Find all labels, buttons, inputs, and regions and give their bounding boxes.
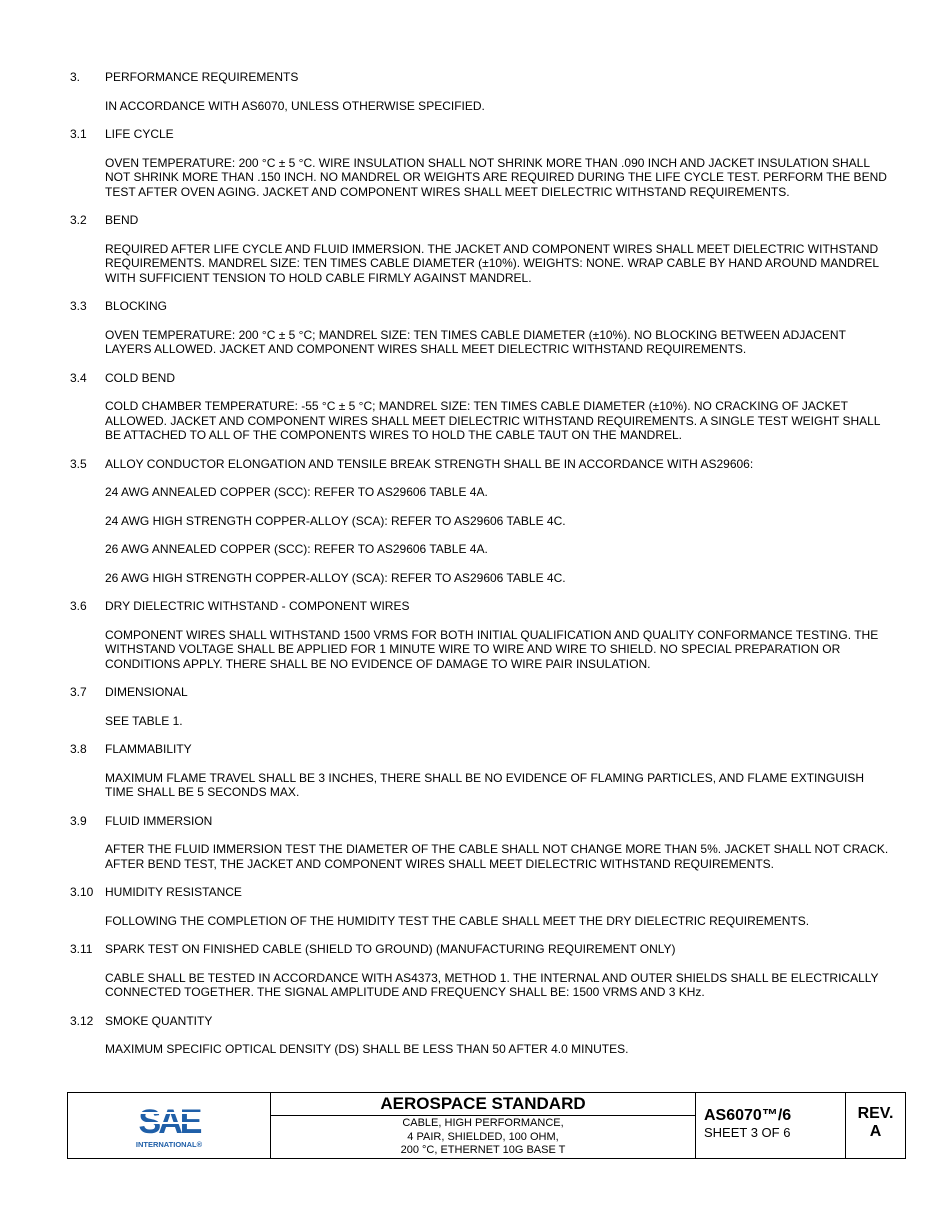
section-title: PERFORMANCE REQUIREMENTS bbox=[105, 70, 299, 84]
section-paragraph: MAXIMUM SPECIFIC OPTICAL DENSITY (DS) SHALL BE LESS THAN 50 AFTER 4.0 MINUTES. bbox=[105, 1042, 629, 1056]
section bbox=[70, 814, 890, 872]
standard-type: AEROSPACE STANDARD bbox=[271, 1093, 695, 1116]
section-paragraph: 26 AWG HIGH STRENGTH COPPER-ALLOY (SCA): REFER TO AS29606 TABLE 4C. bbox=[105, 570, 566, 585]
section-number: 3.5 bbox=[70, 456, 87, 471]
section bbox=[70, 685, 890, 728]
description-line: CABLE, HIGH PERFORMANCE, bbox=[402, 1117, 564, 1129]
section-paragraph: SEE TABLE 1. bbox=[105, 713, 183, 728]
section-number: 3.10 bbox=[70, 885, 94, 899]
section-paragraph: OVEN TEMPERATURE: 200 °C ± 5 °C. WIRE INSULATION SHALL NOT SHRINK MORE THAN .090 INCH AND JACKET INSULATION SHALL NOT SHRINK MORE THAN .150 INCH. NO MANDREL OR WEIGHTS ARE REQUIRED DURING THE LIFE CYCLE TEST. PERFORM THE BEND TEST AFTER OVEN AGING. JACKET AND COMPONENT WIRES SHALL MEET DIELECTRIC WITHSTAND REQUIREMENTS. bbox=[105, 155, 887, 199]
section bbox=[70, 942, 890, 1000]
section bbox=[70, 457, 890, 586]
section-paragraph: FOLLOWING THE COMPLETION OF THE HUMIDITY TEST THE CABLE SHALL MEET THE DRY DIELECTRIC REQUIREMENTS. bbox=[105, 913, 810, 928]
sae-logo bbox=[68, 1093, 271, 1158]
section-number: 3.8 bbox=[70, 742, 87, 756]
section-number: 3.2 bbox=[70, 213, 87, 227]
section-title: SMOKE QUANTITY bbox=[105, 1013, 213, 1028]
section bbox=[70, 599, 890, 671]
section-paragraph: OVEN TEMPERATURE: 200 °C ± 5 °C; MANDREL SIZE: TEN TIMES CABLE DIAMETER (±10%). NO BLOCKING BETWEEN ADJACENT LAYERS ALLOWED. JACKET AND COMPONENT WIRES SHALL MEET DIELECTRIC WITHSTAND REQUIREMENTS. bbox=[105, 327, 846, 356]
section-number: 3.9 bbox=[70, 813, 87, 828]
section-heading bbox=[70, 457, 890, 472]
revision-label: REV. bbox=[857, 1105, 894, 1122]
logo-subtext: INTERNATIONAL® bbox=[135, 1139, 203, 1149]
section-number: 3.4 bbox=[70, 370, 87, 385]
section-paragraph: COMPONENT WIRES SHALL WITHSTAND 1500 VRMS FOR BOTH INITIAL QUALIFICATION AND QUALITY CONFORMANCE TESTING. THE WITHSTAND VOLTAGE SHALL BE APPLIED FOR 1 MINUTE WIRE TO WIRE AND WIRE TO SHIELD. NO SPECIAL PREPARATION OR CONDITIONS APPLY. THERE SHALL BE NO EVIDENCE OF DAMAGE TO WIRE PAIR INSULATION. bbox=[105, 627, 879, 671]
section-paragraph: CABLE SHALL BE TESTED IN ACCORDANCE WITH AS4373, METHOD 1. THE INTERNAL AND OUTER SHIELDS SHALL BE ELECTRICALLY CONNECTED TOGETHER. THE SIGNAL AMPLITUDE AND FREQUENCY SHALL BE: 1500 VRMS AND 3 KHz. bbox=[105, 970, 879, 999]
section-title: DIMENSIONAL bbox=[105, 685, 188, 699]
title-cell bbox=[271, 1093, 696, 1158]
section-number: 3.1 bbox=[70, 127, 87, 141]
section-number: 3. bbox=[70, 70, 81, 84]
section-number: 3.3 bbox=[70, 299, 87, 313]
section-title: BEND bbox=[105, 213, 139, 227]
section-heading bbox=[70, 70, 890, 85]
section-number: 3.7 bbox=[70, 685, 87, 699]
document-number-cell bbox=[696, 1093, 846, 1158]
sheet-number: SHEET 3 OF 6 bbox=[704, 1125, 791, 1140]
section bbox=[70, 213, 890, 285]
section-paragraph: MAXIMUM FLAME TRAVEL SHALL BE 3 INCHES, THERE SHALL BE NO EVIDENCE OF FLAMING PARTICLES, AND FLAME EXTINGUISH TIME SHALL BE 5 SECONDS MAX. bbox=[105, 770, 865, 799]
section-heading bbox=[70, 742, 890, 757]
document-description bbox=[271, 1116, 695, 1158]
logo-text: SAE bbox=[138, 1102, 200, 1141]
section bbox=[70, 70, 890, 113]
description-line: 4 PAIR, SHIELDED, 100 OHM, bbox=[407, 1130, 559, 1143]
section-heading bbox=[70, 885, 890, 900]
section-heading bbox=[70, 599, 890, 614]
section-paragraph: AFTER THE FLUID IMMERSION TEST THE DIAMETER OF THE CABLE SHALL NOT CHANGE MORE THAN 5%. JACKET SHALL NOT CRACK. AFTER BEND TEST, THE JACKET AND COMPONENT WIRES SHALL MEET DIELECTRIC WITHSTAND REQUIREMENTS. bbox=[105, 842, 889, 871]
section bbox=[70, 742, 890, 800]
section-title: ALLOY CONDUCTOR ELONGATION AND TENSILE BREAK STRENGTH SHALL BE IN ACCORDANCE WITH AS29606: bbox=[105, 456, 754, 471]
section-heading bbox=[70, 371, 890, 386]
section-heading bbox=[70, 942, 890, 957]
section-number: 3.6 bbox=[70, 599, 87, 613]
section-heading bbox=[70, 685, 890, 700]
section bbox=[70, 885, 890, 928]
section-paragraph: REQUIRED AFTER LIFE CYCLE AND FLUID IMMERSION. THE JACKET AND COMPONENT WIRES SHALL MEET DIELECTRIC WITHSTAND REQUIREMENTS. MANDREL SIZE: TEN TIMES CABLE DIAMETER (±10%). WEIGHTS: NONE. WRAP CABLE BY HAND AROUND MANDREL WITH SUFFICIENT TENSION TO HOLD CABLE FIRMLY AGAINST MANDREL. bbox=[105, 241, 879, 285]
section-heading bbox=[70, 213, 890, 228]
section bbox=[70, 1014, 890, 1057]
section-title: COLD BEND bbox=[105, 370, 176, 385]
section-title: BLOCKING bbox=[105, 299, 168, 313]
section-number: 3.11 bbox=[70, 942, 93, 956]
description-line: 200 °C, ETHERNET 10G BASE T bbox=[400, 1144, 566, 1156]
section-heading bbox=[70, 299, 890, 314]
title-block bbox=[67, 1092, 906, 1159]
section-title: FLUID IMMERSION bbox=[105, 813, 213, 828]
section-title: DRY DIELECTRIC WITHSTAND - COMPONENT WIRES bbox=[105, 599, 410, 613]
section bbox=[70, 371, 890, 443]
section-title: LIFE CYCLE bbox=[105, 127, 174, 141]
section-paragraph: COLD CHAMBER TEMPERATURE: -55 °C ± 5 °C; MANDREL SIZE: TEN TIMES CABLE DIAMETER (±10%). NO CRACKING OF JACKET ALLOWED. JACKET AND COMPONENT WIRES SHALL MEET DIELECTRIC WITHSTAND REQUIREMENTS. A SINGLE TEST WEIGHT SHALL BE ATTACHED TO ALL OF THE COMPONENTS WIRES TO HOLD THE CABLE TAUT ON THE MANDREL. bbox=[105, 399, 881, 442]
section-title: FLAMMABILITY bbox=[105, 742, 192, 756]
section-paragraph: 24 AWG HIGH STRENGTH COPPER-ALLOY (SCA): REFER TO AS29606 TABLE 4C. bbox=[105, 513, 566, 528]
section-heading bbox=[70, 814, 890, 829]
section-paragraph: 24 AWG ANNEALED COPPER (SCC): REFER TO AS29606 TABLE 4A. bbox=[105, 485, 488, 499]
section bbox=[70, 127, 890, 199]
revision-value: A bbox=[869, 1123, 882, 1140]
section-number: 3.12 bbox=[70, 1013, 94, 1028]
revision-cell bbox=[846, 1093, 905, 1158]
sae-logo-icon bbox=[129, 1103, 209, 1149]
section-heading bbox=[70, 127, 890, 142]
document-number: AS6070™/6 bbox=[704, 1107, 792, 1124]
section-title: HUMIDITY RESISTANCE bbox=[105, 885, 242, 899]
section-title: SPARK TEST ON FINISHED CABLE (SHIELD TO GROUND) (MANUFACTURING REQUIREMENT ONLY) bbox=[105, 942, 676, 956]
section-heading bbox=[70, 1014, 890, 1029]
document-body bbox=[70, 70, 890, 1057]
section-paragraph: IN ACCORDANCE WITH AS6070, UNLESS OTHERWISE SPECIFIED. bbox=[105, 98, 485, 113]
section-paragraph: 26 AWG ANNEALED COPPER (SCC): REFER TO AS29606 TABLE 4A. bbox=[105, 542, 488, 556]
section bbox=[70, 299, 890, 357]
